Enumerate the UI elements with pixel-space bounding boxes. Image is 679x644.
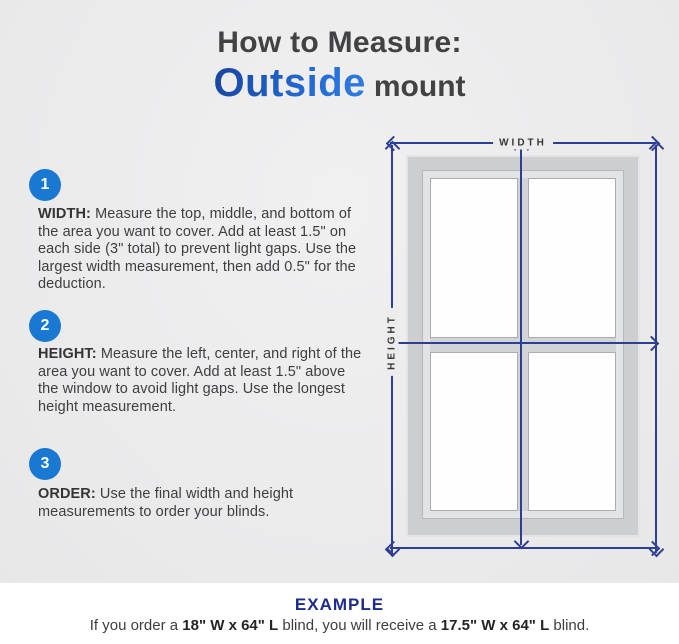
step-3-text [38, 486, 362, 521]
step-3-badge: 3 [29, 448, 61, 480]
height-dimension-label: HEIGHT [386, 308, 399, 376]
window-frame [408, 157, 638, 535]
mount-type-highlight: Outside [213, 61, 366, 105]
window-pane [430, 178, 518, 338]
step-2-text [38, 346, 362, 416]
width-dimension-label: WIDTH [493, 137, 553, 150]
step-2-label: HEIGHT: [38, 346, 97, 362]
window-pane [528, 352, 616, 512]
example-received-size: 17.5" W x 64" L [440, 617, 550, 634]
step-1-text [38, 206, 362, 294]
page-subtitle [0, 61, 679, 114]
window-panes [430, 178, 616, 511]
step-1-badge: 1 [29, 169, 61, 201]
example-heading: EXAMPLE [294, 595, 385, 614]
window-sash [422, 170, 624, 519]
step-1-body: Measure the top, middle, and bottom of the area you want to cover. Add at least 1.5" on each side (3" total) to prevent light gaps. Use the largest width measurement, then add 0.5" for the deduction. [38, 206, 357, 292]
step-3-body: Use the final width and height measurements to order your blinds. [38, 486, 294, 520]
mount-type-suffix: mount [373, 70, 466, 103]
step-3-label: ORDER: [38, 486, 96, 502]
center-horizontal-arrow [394, 342, 655, 344]
window-pane [528, 178, 616, 338]
window-illustration [406, 155, 640, 537]
step-2-badge: 2 [29, 310, 61, 342]
center-vertical-arrow [520, 146, 522, 545]
example-order-size: 18" W x 64" L [182, 617, 279, 634]
page-title: How to Measure: [217, 26, 462, 59]
window-pane [430, 352, 518, 512]
example-part3: blind. [549, 617, 590, 634]
example-part1: If you order a [89, 617, 183, 634]
step-2-body: Measure the left, center, and right of the area you want to cover. Add at least 1.5" above the window to avoid light gaps. Use the longest height measurement. [38, 346, 362, 415]
title-block [0, 26, 679, 114]
step-1-label: WIDTH: [38, 206, 91, 222]
height-arrow-right [655, 145, 657, 553]
example-line [0, 617, 679, 634]
example-footer [0, 583, 679, 644]
example-part2: blind, you will receive a [278, 617, 441, 634]
